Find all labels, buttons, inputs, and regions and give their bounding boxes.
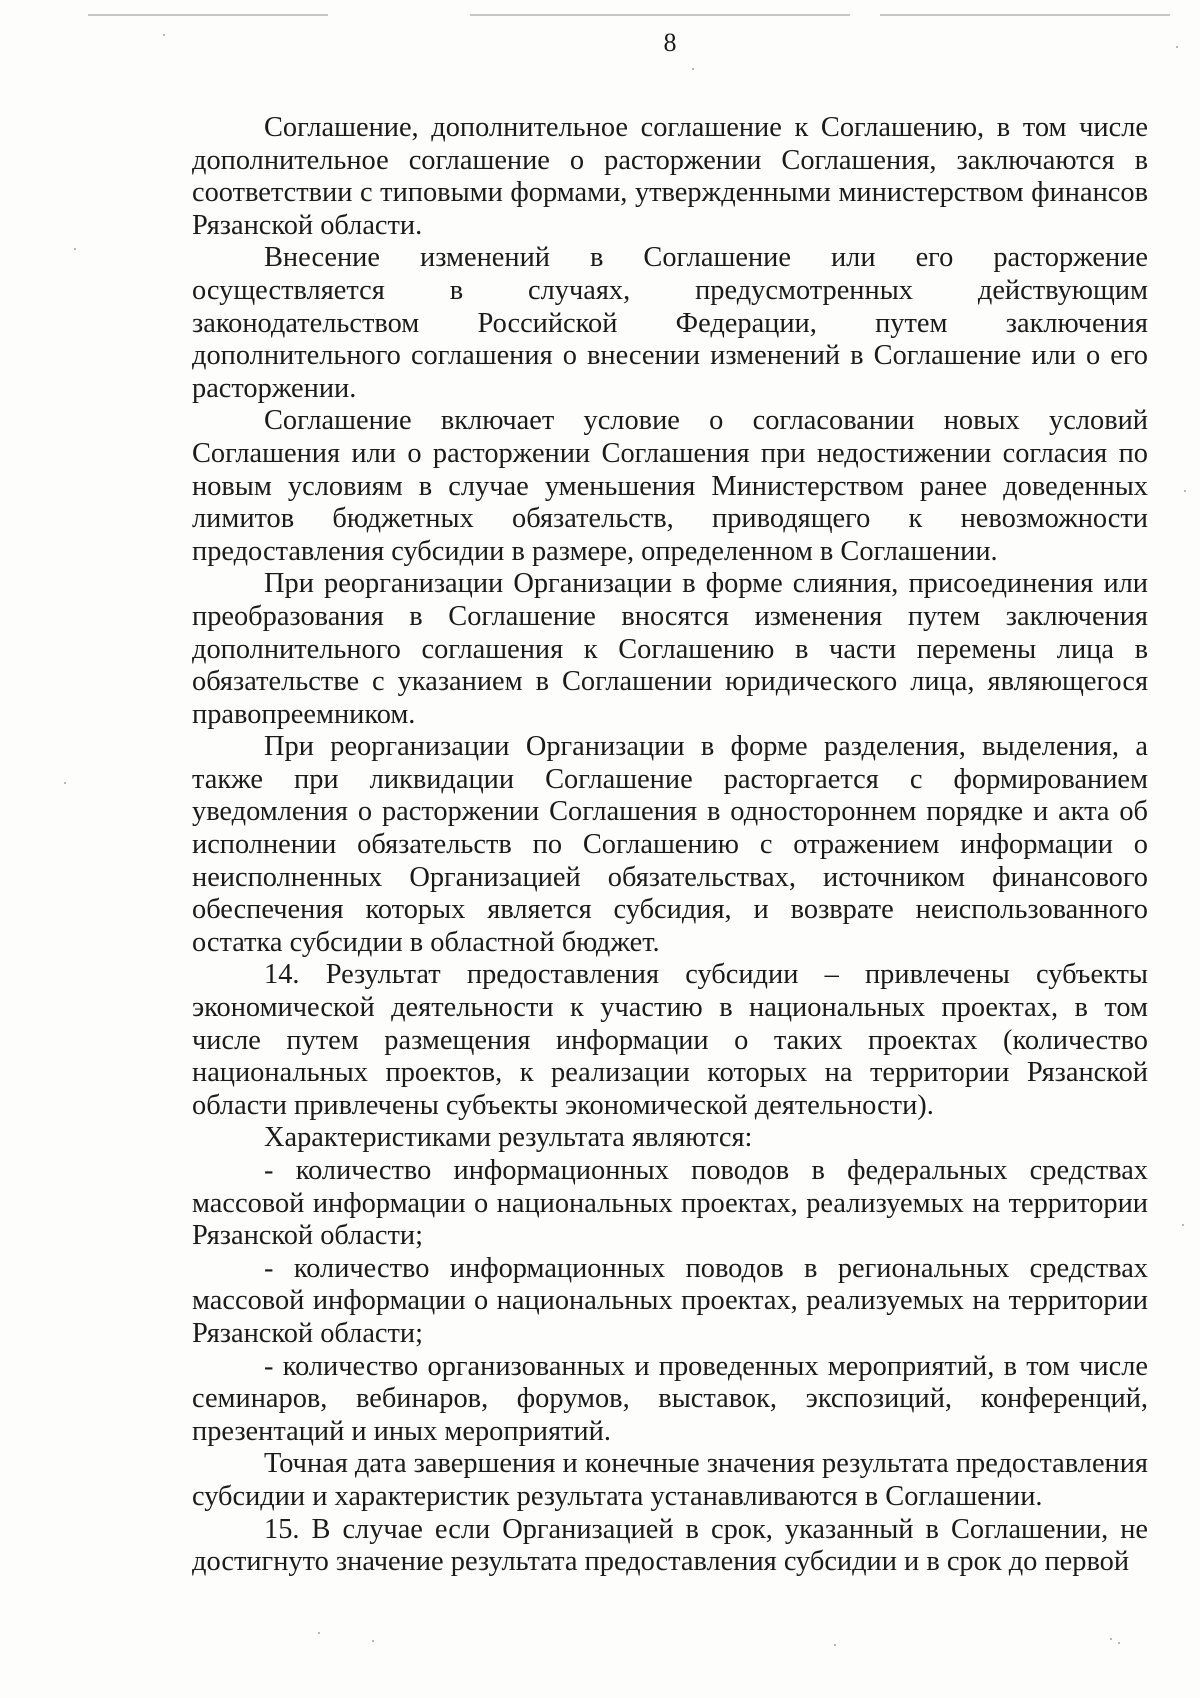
list-item-events: - количество организованных и проведенных мероприятий, в том числе семинаров, вебинаров, форумов, выставок, экспозиций, конференций, презентаций и иных мероприятий.: [192, 1350, 1148, 1447]
scan-edge-left: [88, 14, 328, 16]
page-number: 8: [663, 28, 677, 57]
paragraph-agreement-changes: Внесение изменений в Соглашение или его расторжение осуществляется в случаях, предусмотренных действующим законодательством Российской Федерации, путем заключения дополнительного соглашения о внесении изменений в Соглашение или о его расторжении.: [192, 242, 1148, 404]
paragraph-item-15: 15. В случае если Организацией в срок, указанный в Соглашении, не достигнуто значение результата предоставления субсидии и в срок до первой: [192, 1513, 1148, 1578]
scan-speck: [372, 1640, 374, 1642]
scan-speck: [1182, 1224, 1184, 1226]
paragraph-reorganization-merger: При реорганизации Организации в форме слияния, присоединения или преобразования в Соглашение вносятся изменения путем заключения дополнительного соглашения к Соглашению в части перемены лица в обязательстве с указанием в Соглашении юридического лица, являющегося правопреемником.: [192, 568, 1148, 730]
scan-speck: [163, 34, 165, 36]
paragraph-reorganization-division: При реорганизации Организации в форме разделения, выделения, а также при ликвидации Соглашение расторгается с формированием уведомления о расторжении Соглашения в одностороннем порядке и акта об исполнении обязательств по Соглашению с отражением информации о неисполненных Организацией обязательствах, источником финансового обеспечения которых является субсидия, и возврате неиспользованного остатка субсидии в областной бюджет.: [192, 731, 1148, 958]
paragraph-result-characteristics: Характеристиками результата являются:: [264, 1122, 753, 1154]
scan-speck: [1118, 1642, 1120, 1644]
scan-speck: [74, 248, 76, 250]
document-body: [192, 112, 1148, 1579]
scan-speck: [64, 782, 66, 784]
scan-speck: [1176, 46, 1178, 48]
paragraph-completion-date: Точная дата завершения и конечные значения результата предоставления субсидии и характеристик результата устанавливаются в Соглашении.: [192, 1448, 1148, 1512]
scan-speck: [834, 1644, 836, 1646]
scan-speck: [1110, 1638, 1112, 1640]
list-item-regional-media: - количество информационных поводов в региональных средствах массовой информации о национальных проектах, реализуемых на территории Рязанской области;: [192, 1252, 1148, 1349]
list-item-federal-media: - количество информационных поводов в федеральных средствах массовой информации о национальных проектах, реализуемых на территории Рязанской области;: [192, 1155, 1148, 1252]
scan-edge-right: [880, 14, 1170, 16]
scan-edge-center: [470, 14, 850, 16]
paragraph-agreement-forms: Соглашение, дополнительное соглашение к Соглашению, в том числе дополнительное соглашение о расторжении Соглашения, заключаются в соответствии с типовыми формами, утвержденными министерством финансов Рязанской области.: [192, 112, 1148, 241]
scan-speck: [318, 1632, 320, 1634]
scan-speck: [1184, 490, 1186, 492]
paragraph-new-conditions: Соглашение включает условие о согласовании новых условий Соглашения или о расторжении Соглашения при недостижении согласия по новым условиям в случае уменьшения Министерством ранее доведенных лимитов бюджетных обязательств, приводящего к невозможности предоставления субсидии в размере, определенном в Соглашении.: [192, 405, 1148, 567]
scan-speck: [692, 68, 694, 70]
paragraph-item-14-result: 14. Результат предоставления субсидии – привлечены субъекты экономической деятельности к участию в национальных проектах, в том числе путем размещения информации о таких проектах (количество национальных проектов, к реализации которых на территории Рязанской области привлечены субъекты экономической деятельности).: [192, 959, 1148, 1121]
